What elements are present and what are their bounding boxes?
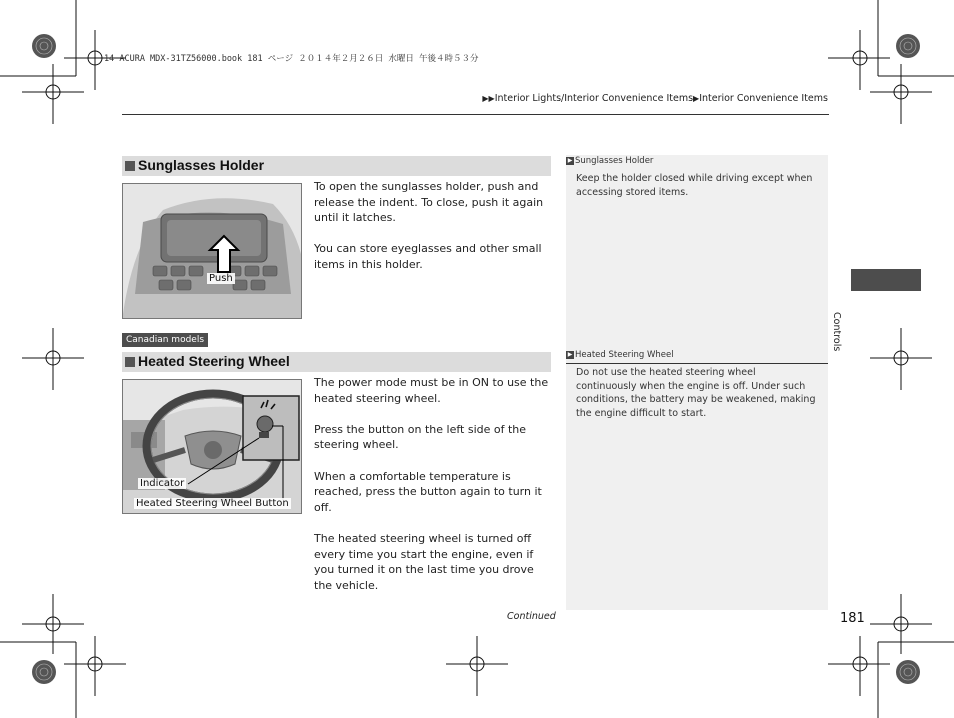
push-label: Push [209, 273, 233, 284]
reference-icon: ▶ [567, 156, 573, 164]
heated-wheel-illustration [122, 379, 302, 514]
sunglasses-side-text: Keep the holder closed while driving except when accessing stored items. [576, 173, 813, 198]
sunglasses-para-2: You can store eyeglasses and other small items in this holder. [314, 242, 542, 271]
canadian-models-badge: Canadian models [122, 333, 208, 347]
heated-button-label: Heated Steering Wheel Button [136, 498, 289, 509]
heated-para-3: When a comfortable temperature is reached, press the button again to turn it off. [314, 469, 542, 514]
indicator-label: Indicator [140, 478, 185, 489]
breadcrumb-item-1[interactable]: Interior Lights/Interior Convenience Items [494, 93, 694, 104]
header-rule [122, 114, 829, 115]
heated-side-title: ▶ Heated Steering Wheel [567, 350, 674, 360]
page-number: 181 [840, 611, 865, 626]
breadcrumb-arrow-icon: ▶▶ [482, 94, 495, 103]
reference-icon: ▶ [567, 350, 573, 358]
sunglasses-illustration [122, 183, 302, 319]
sidebar-divider [566, 363, 828, 364]
breadcrumb-arrow-icon: ▶ [693, 94, 700, 103]
heated-side-text: Do not use the heated steering wheel continuously when the engine is off. Under such conditions, the battery may be weakened, making the engine difficult to start. [576, 367, 816, 419]
breadcrumb-item-2[interactable]: Interior Convenience Items [699, 93, 828, 104]
continued-note: Continued [507, 611, 556, 622]
heated-para-4: The heated steering wheel is turned off every time you start the engine, even if you turned it on the last time you drove the vehicle. [314, 531, 534, 592]
heated-para-1: The power mode must be in ON to use the heated steering wheel. [314, 376, 549, 405]
section-square-icon [125, 357, 135, 367]
sunglasses-title: Sunglasses Holder [138, 157, 265, 173]
section-square-icon [125, 161, 135, 171]
chapter-label: Controls [831, 312, 842, 352]
heated-section-header [122, 352, 551, 372]
print-header: 14 ACURA MDX-31TZ56000.book 181 ページ ２０１４年２月２６日 水曜日 午後４時５３分 [104, 54, 479, 64]
sunglasses-description [314, 179, 552, 288]
breadcrumb [482, 93, 828, 104]
sunglasses-side-title: ▶ Sunglasses Holder [567, 156, 654, 166]
heated-title: Heated Steering Wheel [138, 353, 290, 369]
heated-description [314, 375, 554, 609]
sunglasses-section-header [122, 156, 551, 176]
sunglasses-para-1: To open the sunglasses holder, push and release the indent. To close, push it again until it latches. [314, 180, 544, 225]
heated-para-2: Press the button on the left side of the steering wheel. [314, 422, 527, 452]
chapter-tab[interactable] [851, 269, 921, 291]
